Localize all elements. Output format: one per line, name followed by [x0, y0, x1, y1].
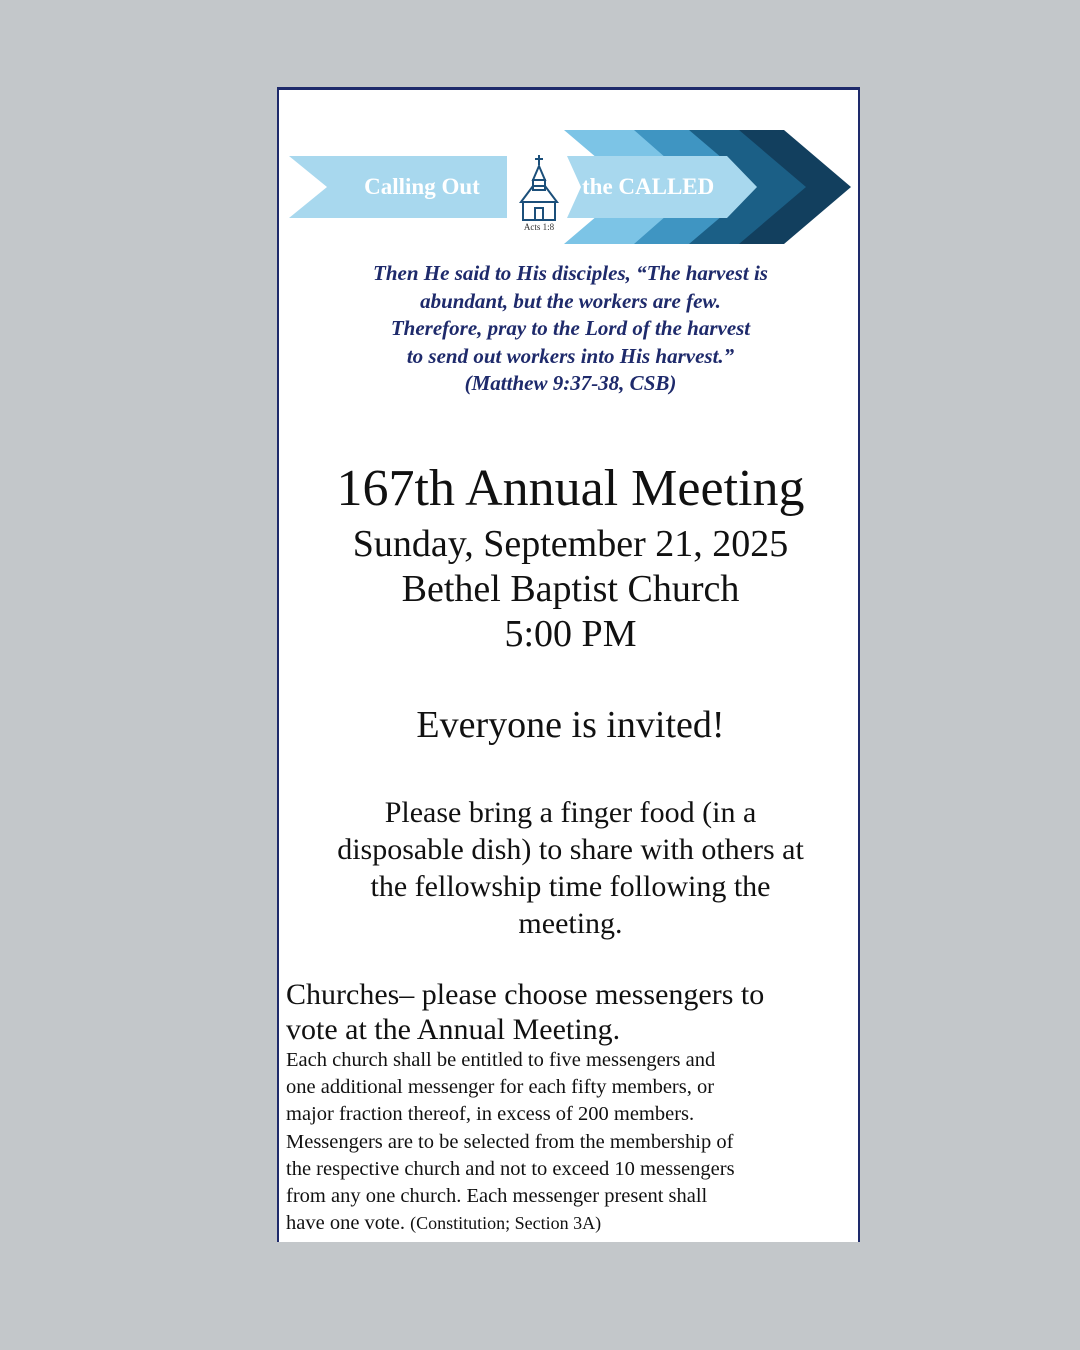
food-line: disposable dish) to share with others at [337, 833, 804, 866]
quote-line: abundant, but the workers are few. [420, 288, 721, 313]
rules-line: major fraction thereof, in excess of 200 members. [286, 1103, 695, 1126]
rules-line: from any one church. Each messenger present shall [286, 1185, 708, 1208]
food-line: Please bring a finger food (in a [384, 796, 757, 829]
quote-reference: (Matthew 9:37-38, CSB) [464, 371, 677, 395]
finger-food-request [279, 794, 860, 942]
rules-line: one additional messenger for each fifty members, or [286, 1076, 715, 1099]
messengers-heading [286, 977, 856, 1047]
rules-last-line-text: have one vote. [286, 1212, 405, 1235]
banner-right-text: the CALLED [582, 174, 715, 199]
rules-line: Messengers are to be selected from the membership of [286, 1130, 734, 1153]
food-line: the fellowship time following the [370, 870, 771, 903]
church-icon [521, 155, 557, 220]
messengers-heading-line: Churches– please choose messengers to [286, 978, 765, 1011]
rules-line: the respective church and not to exceed 10 messengers [286, 1157, 735, 1180]
messengers-heading-line: vote at the Annual Meeting. [286, 1013, 621, 1046]
calling-out-the-called-banner [279, 120, 860, 250]
banner-reference: Acts 1:8 [523, 222, 555, 232]
meeting-details [279, 522, 860, 657]
banner-graphic [279, 120, 860, 250]
meeting-flyer [277, 87, 860, 1242]
banner-left-text: Calling Out [364, 174, 480, 199]
scripture-quote [299, 260, 842, 398]
meeting-time: 5:00 PM [504, 613, 637, 655]
rules-line: Each church shall be entitled to five messengers and [286, 1049, 716, 1071]
messenger-rules [286, 1047, 856, 1237]
quote-line: to send out workers into His harvest.” [406, 343, 735, 368]
meeting-date: Sunday, September 21, 2025 [352, 523, 789, 565]
meeting-location: Bethel Baptist Church [401, 568, 740, 610]
quote-line: Then He said to His disciples, “The harvest is [373, 261, 768, 285]
food-line: meeting. [518, 907, 623, 940]
constitution-citation: (Constitution; Section 3A) [410, 1213, 602, 1234]
quote-line: Therefore, pray to the Lord of the harvest [390, 316, 751, 340]
meeting-title: 167th Annual Meeting [336, 460, 805, 517]
invitation-text: Everyone is invited! [416, 704, 725, 746]
rules-last-line [286, 1210, 856, 1237]
